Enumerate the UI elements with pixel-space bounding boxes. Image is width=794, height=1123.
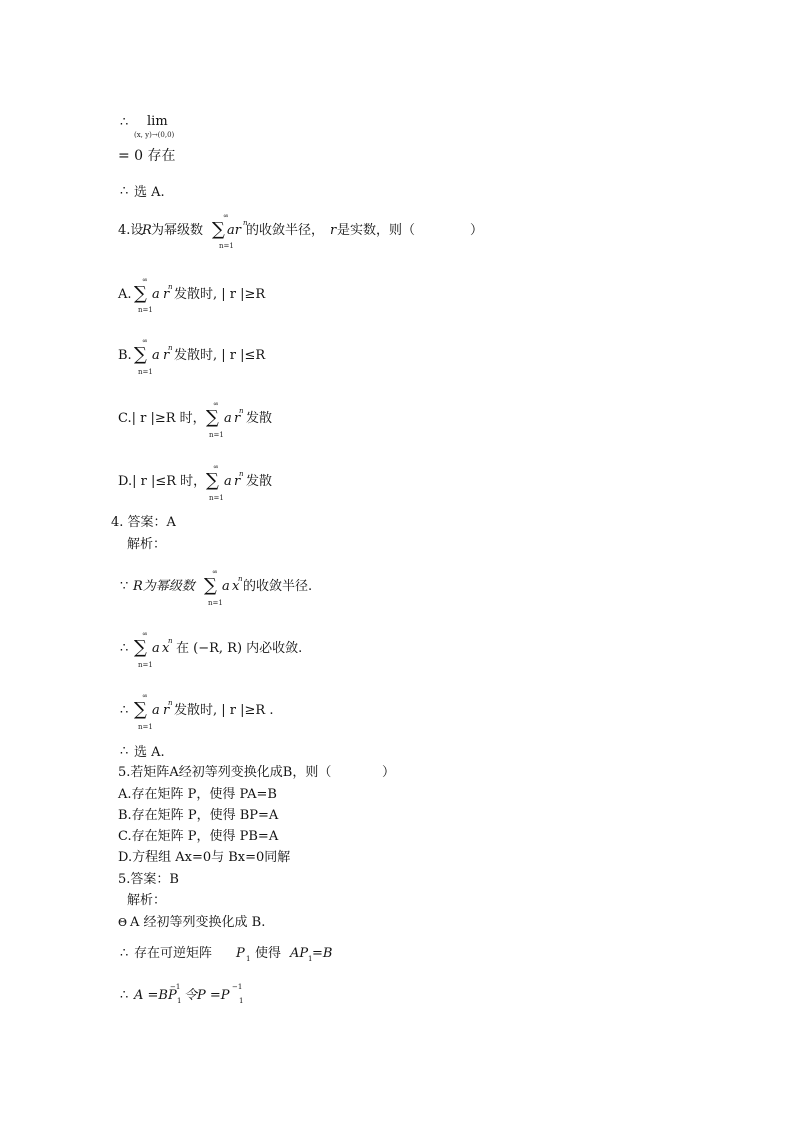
- term-r: r: [163, 287, 170, 302]
- q4-opt-d-body: 发散: [246, 474, 273, 489]
- sum-upper: ∞: [142, 276, 148, 284]
- q4-R: R: [142, 223, 152, 238]
- term-x: x: [232, 579, 240, 594]
- sum-lower: n=1: [138, 661, 153, 669]
- q5-l2: 存在可逆矩阵: [134, 946, 213, 961]
- q4-close: ）: [470, 223, 484, 238]
- sum-upper: ∞: [142, 337, 148, 345]
- sum-upper: ∞: [142, 630, 148, 638]
- term-a: a: [222, 579, 230, 594]
- therefore-symbol: ∴: [120, 184, 129, 199]
- sigma-icon: ∑: [134, 344, 147, 365]
- therefore-symbol: ∴: [120, 641, 129, 656]
- q4-pre: 4.设: [118, 223, 144, 238]
- power-n: n: [238, 575, 243, 583]
- term-a: a: [152, 703, 160, 718]
- sub-1: 1: [239, 997, 244, 1005]
- matrix-p1: P: [236, 946, 245, 961]
- q4-mid: 为幂级数: [151, 223, 204, 238]
- power-n: n: [168, 637, 173, 645]
- sub-1: 1: [177, 997, 182, 1005]
- therefore-symbol: ∴: [120, 115, 129, 130]
- lim-subscript: (x, y)→(0,0): [134, 131, 175, 139]
- q5-l1: A 经初等列变换化成 B.: [130, 915, 266, 930]
- sub-1: 1: [246, 955, 251, 963]
- term-r: r: [234, 474, 241, 489]
- q5-jiexi: 解析：: [127, 893, 167, 908]
- sum-upper: ∞: [213, 463, 219, 471]
- select-answer: 选 A.: [134, 185, 165, 200]
- power-n: n: [243, 219, 248, 227]
- q4-opt-a-label: A.: [118, 287, 132, 302]
- power-n: n: [239, 470, 244, 478]
- q5-l3b: 令P =P: [184, 988, 230, 1003]
- q4-select: 选 A.: [134, 745, 165, 760]
- q5-answer: 5.答案：B: [118, 872, 179, 887]
- q4-answer: 4. 答案：A: [111, 515, 176, 530]
- sigma-icon: ∑: [134, 637, 147, 658]
- theta-icon: Θ: [118, 916, 128, 929]
- therefore-symbol: ∴: [120, 703, 129, 718]
- q4-jiexi: 解析：: [127, 537, 167, 552]
- lim-word: lim: [147, 114, 168, 129]
- q4-opt-a-body: 发散时, | r |≥R: [174, 287, 266, 302]
- therefore-symbol: ∴: [120, 946, 129, 961]
- sum-upper: ∞: [223, 212, 229, 220]
- sum-upper: ∞: [142, 692, 148, 700]
- sup-minus1: −1: [170, 983, 181, 991]
- term-r: r: [163, 703, 170, 718]
- q5-opt-a: A.存在矩阵 P，使得 PA=B: [118, 787, 277, 802]
- q5-close: ）: [382, 765, 396, 780]
- q5-opt-c: C.存在矩阵 P，使得 PB=A: [118, 829, 279, 844]
- sum-lower: n=1: [138, 723, 153, 731]
- sum-lower: n=1: [138, 306, 153, 314]
- q4-opt-d-label: D.| r |≤R 时，: [118, 474, 207, 489]
- sum-upper: ∞: [212, 568, 218, 576]
- eq-b: =B: [312, 946, 333, 961]
- sigma-icon: ∑: [206, 407, 219, 428]
- term-a: a: [224, 474, 232, 489]
- lim-result: = 0 存在: [118, 148, 176, 164]
- therefore-symbol: ∴: [120, 744, 129, 759]
- matrix-ap1: AP: [290, 946, 309, 961]
- q5-l2b: 使得: [255, 946, 282, 961]
- sigma-icon: ∑: [212, 219, 225, 240]
- therefore-symbol: ∴: [120, 988, 129, 1003]
- term-r: r: [163, 348, 170, 363]
- power-n: n: [239, 407, 244, 415]
- q5-l3a: A =BP: [134, 988, 177, 1003]
- q4-opt-c-label: C.| r |≥R 时，: [118, 411, 206, 426]
- sum-lower: n=1: [209, 431, 224, 439]
- sum-lower: n=1: [219, 242, 234, 250]
- term-r: r: [234, 411, 241, 426]
- q4-opt-b-label: B.: [118, 348, 132, 363]
- q4-l3: 发散时, | r |≥R .: [174, 703, 274, 718]
- sum-lower: n=1: [208, 599, 223, 607]
- q4-opt-c-body: 发散: [246, 411, 273, 426]
- sigma-icon: ∑: [134, 283, 147, 304]
- q4-l1a: R为幂级数: [133, 579, 195, 594]
- q4-r: r: [330, 223, 337, 238]
- sum-lower: n=1: [138, 368, 153, 376]
- q5-title: 5.若矩阵A经初等列变换化成B，则（: [118, 765, 332, 780]
- term-x: x: [162, 641, 170, 656]
- sigma-icon: ∑: [204, 575, 217, 596]
- sigma-icon: ∑: [206, 470, 219, 491]
- q4-l1b: 的收敛半径.: [243, 579, 313, 594]
- sum-lower: n=1: [209, 494, 224, 502]
- term-a: a: [152, 641, 160, 656]
- sub-1: 1: [308, 955, 313, 963]
- q4-opt-b-body: 发散时, | r |≤R: [174, 348, 266, 363]
- because-symbol: ∵: [120, 579, 129, 594]
- q4-post2: 是实数，则（: [337, 223, 416, 238]
- q4-l2: 在 (−R, R) 内必收敛.: [176, 641, 303, 656]
- term-a: a: [224, 411, 232, 426]
- term-a: a: [152, 348, 160, 363]
- q5-opt-b: B.存在矩阵 P，使得 BP=A: [118, 808, 279, 823]
- sup-minus1: −1: [232, 983, 243, 991]
- q4-ar: ar: [227, 223, 241, 238]
- power-n: n: [168, 344, 173, 352]
- q5-opt-d: D.方程组 Ax=0与 Bx=0同解: [118, 850, 291, 865]
- q4-post1: 的收敛半径，: [246, 223, 325, 238]
- power-n: n: [168, 699, 173, 707]
- term-a: a: [152, 287, 160, 302]
- sigma-icon: ∑: [134, 699, 147, 720]
- sum-upper: ∞: [213, 400, 219, 408]
- power-n: n: [168, 283, 173, 291]
